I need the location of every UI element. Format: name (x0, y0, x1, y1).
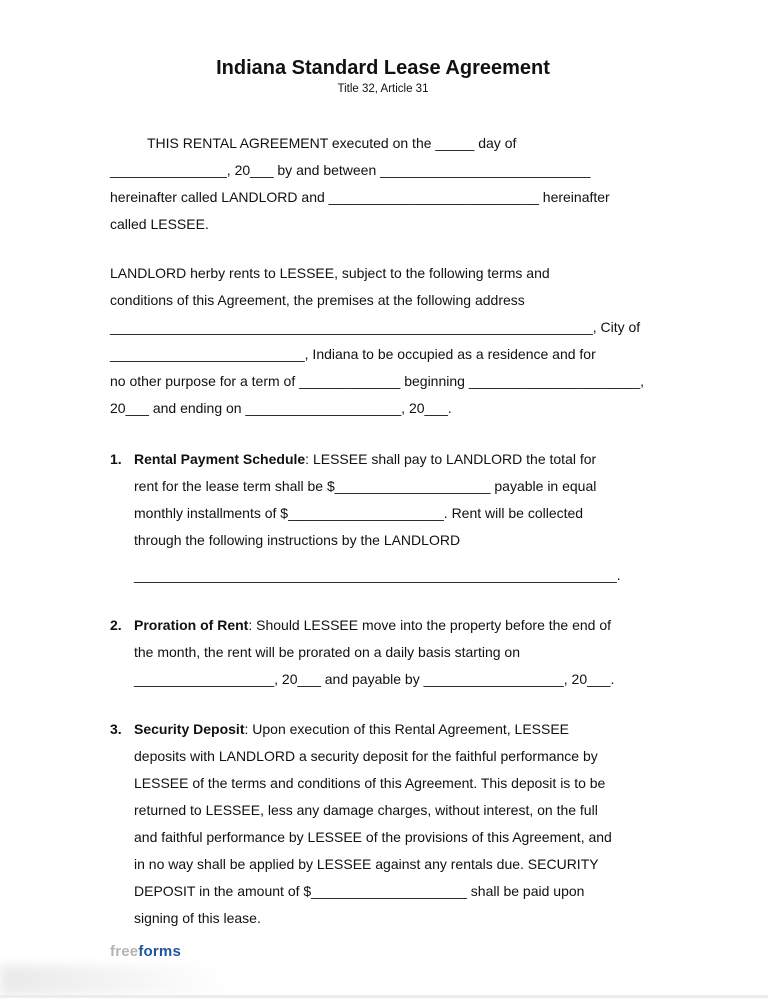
text-line: conditions of this Agreement, the premises at the following address (110, 292, 525, 308)
text-line: called LESSEE. (110, 216, 209, 232)
page-subtitle: Title 32, Article 31 (337, 83, 429, 95)
premises-paragraph (110, 260, 656, 422)
text-line (134, 612, 656, 639)
premises-paragraph-lines (110, 260, 656, 422)
item-heading: Rental Payment Schedule (134, 451, 306, 467)
text-line: THIS RENTAL AGREEMENT executed on the _____ day of (147, 135, 517, 151)
item-body (134, 716, 656, 932)
item-lines (134, 743, 656, 932)
text-line: no other purpose for a term of _____________ beginning ______________________, (110, 373, 645, 389)
text-line (134, 716, 656, 743)
text-line: 20___ and ending on ____________________, 20___. (110, 400, 452, 416)
logo-forms-text: forms (138, 943, 182, 960)
text-line: _________________________, Indiana to be occupied as a residence and for (110, 346, 596, 362)
list-item-security-deposit (110, 716, 656, 932)
text-line: _______________, 20___ by and between ___________________________ (110, 162, 591, 178)
text-line: signing of this lease. (134, 910, 261, 926)
text-line: DEPOSIT in the amount of $____________________ shall be paid upon (134, 883, 585, 899)
item-heading: Security Deposit (134, 721, 245, 737)
item-number: 3. (110, 721, 122, 737)
text-line: through the following instructions by the LANDLORD (134, 532, 461, 548)
text-line (134, 446, 656, 473)
text-line: ______________________________________________________________, City of (110, 319, 641, 335)
clause-list (110, 446, 656, 932)
page-title: Indiana Standard Lease Agreement (216, 57, 550, 79)
item-heading-rest: : Should LESSEE move into the property before the end of (248, 617, 612, 633)
text-line: LANDLORD herby rents to LESSEE, subject to the following terms and (110, 265, 550, 281)
text-line: monthly installments of $____________________. Rent will be collected (134, 505, 584, 521)
freeforms-logo (110, 938, 181, 965)
title-block (110, 56, 656, 96)
page-corner-shadow (0, 965, 330, 995)
item-lines (134, 639, 656, 693)
text-line: LESSEE of the terms and conditions of this Agreement. This deposit is to be (134, 775, 606, 791)
item-number: 2. (110, 617, 122, 633)
item-heading-rest: : LESSEE shall pay to LANDLORD the total for (305, 451, 597, 467)
text-line: in no way shall be applied by LESSEE against any rentals due. SECURITY (134, 856, 599, 872)
item-number: 1. (110, 451, 122, 467)
item-heading: Proration of Rent (134, 617, 249, 633)
list-item-proration-of-rent (110, 612, 656, 693)
intro-paragraph-lines (110, 157, 656, 238)
logo-free-text: free (110, 943, 139, 960)
text-line: and faithful performance by LESSEE of the provisions of this Agreement, and (134, 829, 612, 845)
text-line: deposits with LANDLORD a security deposit for the faithful performance by (134, 748, 598, 764)
blank-fill-line: ______________________________________________________________. (134, 567, 621, 583)
text-line: __________________, 20___ and payable by __________________, 20___. (134, 671, 615, 687)
text-line: rent for the lease term shall be $____________________ payable in equal (134, 478, 597, 494)
item-body (134, 612, 656, 693)
item-heading-rest: : Upon execution of this Rental Agreement, LESSEE (244, 721, 570, 737)
list-item-rental-payment-schedule (110, 446, 656, 589)
item-body (134, 446, 656, 589)
intro-paragraph (110, 130, 656, 238)
text-line: the month, the rent will be prorated on a daily basis starting on (134, 644, 520, 660)
text-line: hereinafter called LANDLORD and ___________________________ hereinafter (110, 189, 610, 205)
item-lines (134, 473, 656, 554)
text-line: returned to LESSEE, less any damage charges, without interest, on the full (134, 802, 598, 818)
